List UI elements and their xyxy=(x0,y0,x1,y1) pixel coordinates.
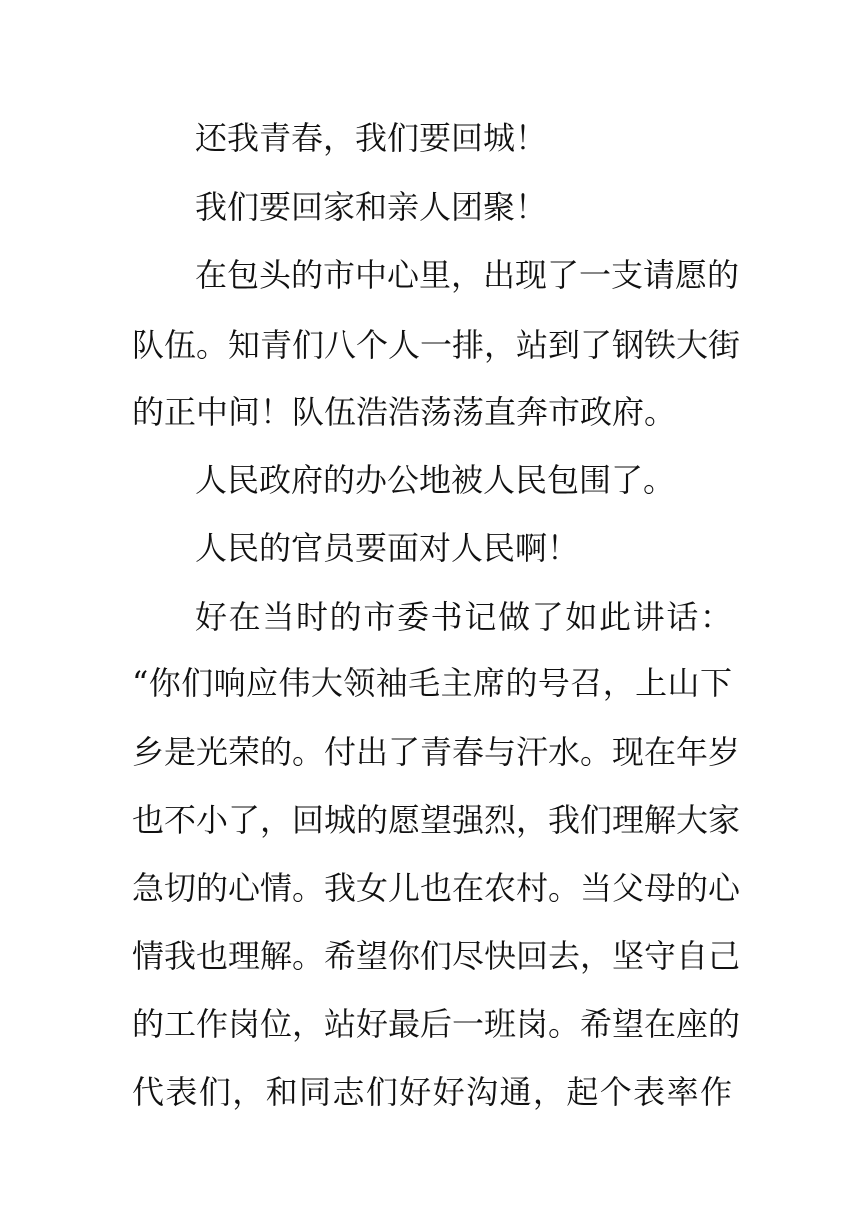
text-line: 好在当时的市委书记做了如此讲话： xyxy=(195,598,732,636)
text-line: 的正中间！队伍浩浩荡荡直奔市政府。 xyxy=(132,393,677,431)
text-line: 情我也理解。希望你们尽快回去，坚守自己 xyxy=(132,937,741,975)
text-line: 代表们，和同志们好好沟通，起个表率作 xyxy=(132,1073,732,1111)
text-line: 还我青春，我们要回城！ xyxy=(195,119,548,157)
text-line: 我们要回家和亲人团聚！ xyxy=(195,188,548,226)
text-line: 人民的官员要面对人民啊！ xyxy=(195,529,580,567)
text-line: 人民政府的办公地被人民包围了。 xyxy=(195,461,676,499)
text-line: 也不小了，回城的愿望强烈，我们理解大家 xyxy=(132,801,741,839)
text-line: 乡是光荣的。付出了青春与汗水。现在年岁 xyxy=(132,733,741,771)
text-line: 在包头的市中心里，出现了一支请愿的 xyxy=(195,256,740,294)
text-line: 的工作岗位，站好最后一班岗。希望在座的 xyxy=(132,1005,741,1043)
text-line: “你们响应伟大领袖毛主席的号召，上山下 xyxy=(132,664,732,702)
text-line: 急切的心情。我女儿也在农村。当父母的心 xyxy=(132,869,741,907)
text-line: 队伍。知青们八个人一排，站到了钢铁大街 xyxy=(132,326,741,364)
